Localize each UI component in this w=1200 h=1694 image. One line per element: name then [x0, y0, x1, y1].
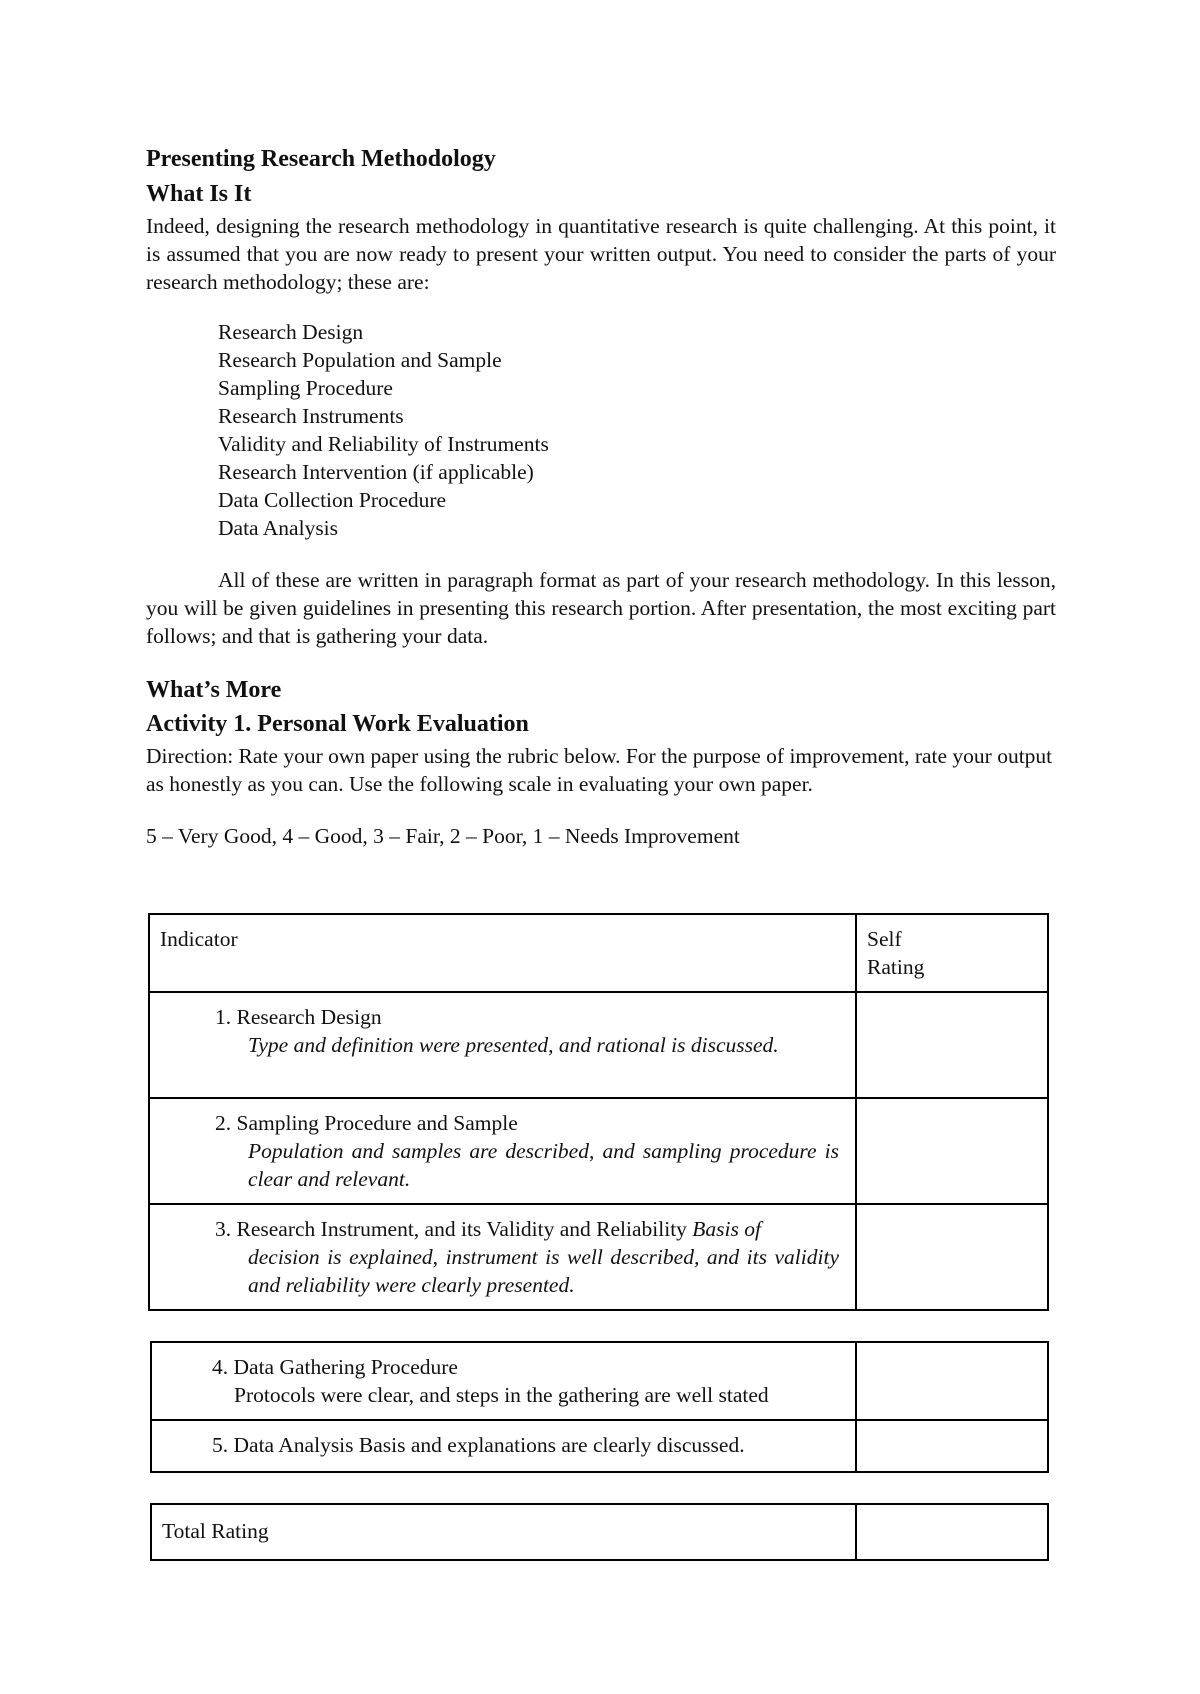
indicator-description: decision is explained, instrument is well described, and its validity and reliability were clearly presented. [248, 1245, 839, 1297]
self-rating-cell[interactable] [856, 1420, 1048, 1472]
list-item: Data Analysis [218, 516, 339, 540]
table-row [149, 1204, 1048, 1310]
list-item: Validity and Reliability of Instruments [218, 432, 549, 456]
activity-title: Activity 1. Personal Work Evaluation [146, 711, 529, 737]
self-rating-header: Self Rating [867, 927, 925, 979]
indicator-description: Population and samples are described, and sampling procedure is clear and relevant. [248, 1139, 839, 1191]
list-item: Research Instruments [218, 404, 404, 428]
self-rating-cell[interactable] [856, 992, 1048, 1098]
indicator-header: Indicator [160, 927, 238, 951]
indicator-title: 2. Sampling Procedure and Sample [215, 1111, 518, 1135]
table-row [151, 1420, 1048, 1472]
list-item: Research Intervention (if applicable) [218, 460, 534, 484]
total-rating-table [150, 1503, 1049, 1561]
self-rating-cell[interactable] [856, 1204, 1048, 1310]
closing-paragraph: All of these are written in paragraph format as part of your research methodology. In this lesson, you will be given guidelines in presenting this research portion. After presentation, the most exciting part follows; and that is gathering your data. [146, 568, 1056, 648]
rubric-table-continued [150, 1341, 1049, 1473]
page-title: Presenting Research Methodology [146, 146, 496, 172]
intro-paragraph: Indeed, designing the research methodology in quantitative research is quite challenging. At this point, it is assumed that you are now ready to present your written output. You need to consider the parts of your research methodology; these are: [146, 214, 1056, 294]
direction-text: Direction: Rate your own paper using the rubric below. For the purpose of improvement, rate your output as honestly as you can. Use the following scale in evaluating your own paper. [146, 744, 1053, 796]
list-item: Data Collection Procedure [218, 488, 447, 512]
section-title-what-is-it: What Is It [146, 181, 252, 207]
methodology-parts-list [218, 318, 1056, 542]
list-item: Research Population and Sample [218, 348, 502, 372]
indicator-description: Basis of [692, 1217, 761, 1241]
table-row [151, 1504, 1048, 1560]
total-rating-label: Total Rating [162, 1519, 269, 1543]
self-rating-cell[interactable] [856, 1098, 1048, 1204]
list-item: Research Design [218, 320, 364, 344]
table-row [151, 1342, 1048, 1420]
indicator-description: Type and definition were presented, and rational is discussed. [248, 1033, 779, 1057]
self-rating-cell[interactable] [856, 1342, 1048, 1420]
indicator-title: 1. Research Design [215, 1005, 382, 1029]
indicator-title: 5. Data Analysis Basis and explanations are clearly discussed. [212, 1433, 745, 1457]
rating-scale: 5 – Very Good, 4 – Good, 3 – Fair, 2 – Poor, 1 – Needs Improvement [146, 824, 740, 848]
section-title-whats-more: What’s More [146, 677, 282, 703]
rubric-table [148, 913, 1049, 1311]
document-page [146, 142, 1056, 850]
indicator-title: 4. Data Gathering Procedure [212, 1355, 458, 1379]
total-rating-cell[interactable] [856, 1504, 1048, 1560]
table-header-row [149, 914, 1048, 992]
table-row [149, 992, 1048, 1098]
indicator-description: Protocols were clear, and steps in the gathering are well stated [234, 1383, 769, 1407]
indicator-title: 3. Research Instrument, and its Validity and Reliability Basis of decision is explained, instrument is well described, and its validity and reliability were clearly presented. [215, 1217, 839, 1297]
list-item: Sampling Procedure [218, 376, 393, 400]
table-row [149, 1098, 1048, 1204]
